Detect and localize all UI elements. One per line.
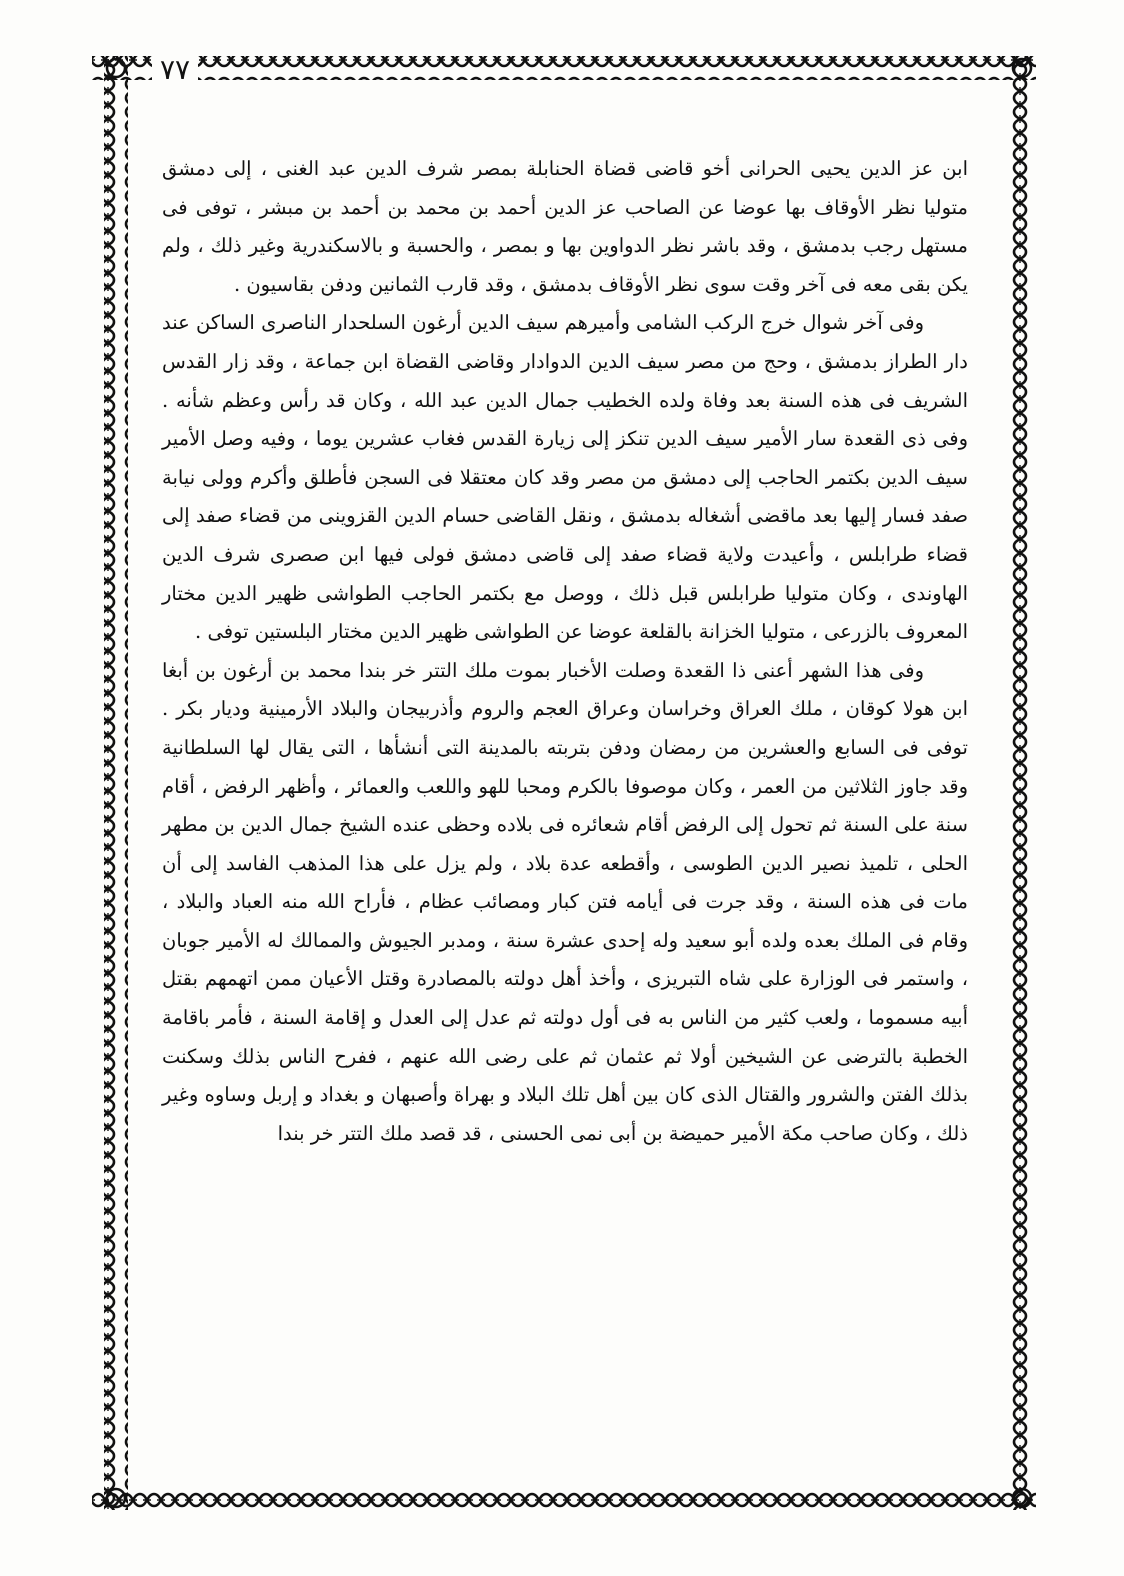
border-bottom [92,1486,1036,1510]
border-left [104,56,128,1510]
paragraph-3: وفى هذا الشهر أعنى ذا القعدة وصلت الأخبار بموت ملك التتر خر بندا محمد بن أرغون بن أبغا ابن هولا كوقان ، ملك العراق وخراسان وعراق العجم والروم وأذربيجان والبلاد الأرمينية وديار بكر . توفى فى السابع والعشرين من رمضان ودفن بتربته بالمدينة التى أنشأها ، التى يقال لها السلطانية وقد جاوز الثلاثين من العمر ، وكان موصوفا بالكرم ومحبا للهو واللعب والعمائر ، وأظهر الرفض ، أقام سنة على السنة ثم تحول إلى الرفض أقام شعائره فى بلاده وحظى عنده الشيخ جمال الدين بن مطهر الحلى ، تلميذ نصير الدين الطوسى ، وأقطعه عدة بلاد ، ولم يزل على هذا المذهب الفاسد إلى أن مات فى هذه السنة ، وقد جرت فى أيامه فتن كبار ومصائب عظام ، فأراح الله منه العباد والبلاد ، وقام فى الملك بعده ولده أبو سعيد وله إحدى عشرة سنة ، ومدبر الجيوش والممالك له الأمير جوبان ، واستمر فى الوزارة على شاه التبريزى ، وأخذ أهل دولته بالمصادرة وقتل الأعيان ممن اتهمهم بقتل أبيه مسموما ، ولعب كثير من الناس به فى أول دولته ثم عدل إلى العدل و إقامة السنة ، فأمر باقامة الخطبة بالترضى عن الشيخين أولا ثم عثمان ثم على رضى الله عنهم ، ففرح الناس بذلك وسكنت بذلك الفتن والشرور والقتال الذى كان بين أهل تلك البلاد و بهراة وأصبهان و بغداد و إربل وساوه وغير ذلك ، وكان صاحب مكة الأمير حميضة بن أبى نمى الحسنى ، قد قصد ملك التتر خر بندا [162,658,968,1145]
paragraph-1: ابن عز الدين يحيى الحرانى أخو قاضى قضاة الحنابلة بمصر شرف الدين عبد الغنى ، إلى دمشق متوليا نظر الأوقاف بها عوضا عن الصاحب عز الدين أحمد بن محمد بن أحمد بن مبشر ، توفى فى مستهل رجب بدمشق ، وقد باشر نظر الدواوين بها و بمصر ، والحسبة و بالاسكندرية وغير ذلك ، ولم يكن بقى معه فى آخر وقت سوى نظر الأوقاف بدمشق ، وقد قارب الثمانين ودفن بقاسيون . [162,157,968,296]
body-text [162,150,968,1450]
paragraph-2: وفى آخر شوال خرج الركب الشامى وأميرهم سيف الدين أرغون السلحدار الناصرى الساكن عند دار الطراز بدمشق ، وحج من مصر سيف الدين الدوادار وقاضى القضاة ابن جماعة ، وقد زار القدس الشريف فى هذه السنة بعد وفاة ولده الخطيب جمال الدين عبد الله ، وكان قد رأس وعظم شأنه . وفى ذى القعدة سار الأمير سيف الدين تنكز إلى زيارة القدس فغاب عشرين يوما ، وفيه وصل الأمير سيف الدين بكتمر الحاجب إلى دمشق من مصر وقد كان معتقلا فى السجن فأطلق وأكرم وولى نيابة صفد فسار إليها بعد ماقضى أشغاله بدمشق ، ونقل القاضى حسام الدين القزوينى من قضاء صفد إلى قضاء طرابلس ، وأعيدت ولاية قضاء صفد إلى قاضى دمشق فولى فيها ابن صصرى شرف الدين الهاوندى ، وكان متوليا طرابلس قبل ذلك ، ووصل مع بكتمر الحاجب الطواشى ظهير الدين مختار المعروف بالزرعى ، متوليا الخزانة بالقلعة عوضا عن الطواشى ظهير الدين مختار البلستين توفى . [162,311,968,644]
page-number: ٧٧ [152,52,198,88]
border-right [1010,56,1034,1510]
border-top [92,56,1036,80]
